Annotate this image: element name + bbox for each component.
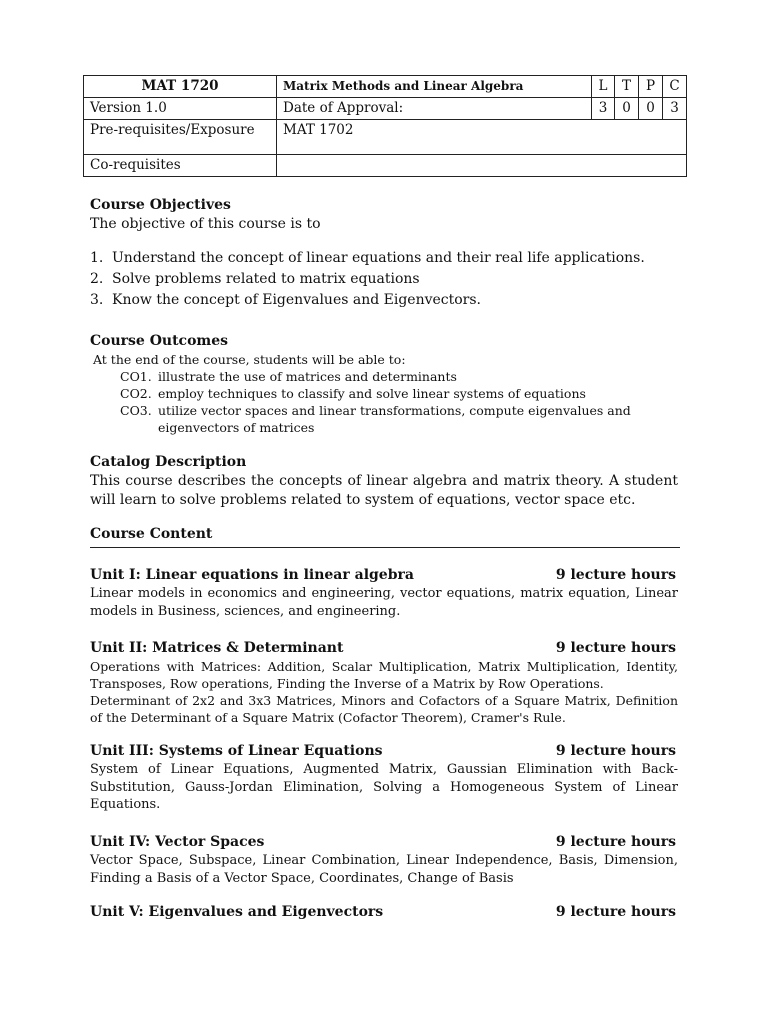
unit-body: Vector Space, Subspace, Linear Combination, Linear Independence, Basis, Dimension, Finding a Basis of a Vector Space, Coordinates, Change of Basis [90, 853, 678, 886]
unit-hours: 9 lecture hours [555, 904, 676, 920]
ltpc-label-c: C [663, 76, 687, 98]
outcomes-heading: Course Outcomes [90, 333, 229, 349]
outcome-num: CO2. [120, 386, 152, 401]
outcome-text: utilize vector spaces and linear transformations, compute eigenvalues and eigenvectors of matrices [158, 403, 631, 435]
objectives-intro: The objective of this course is to [90, 216, 321, 232]
unit-title: Unit IV: Vector Spaces [90, 834, 265, 850]
catalog-section [90, 453, 678, 510]
outcome-item [90, 368, 678, 385]
objective-text: Solve problems related to matrix equations [112, 271, 420, 287]
unit-body: Operations with Matrices: Addition, Scalar Multiplication, Matrix Multiplication, Identity, Transposes, Row operations, Finding the Inverse of a Matrix by Row Operations. [90, 659, 678, 691]
ltpc-value-c: 3 [663, 98, 687, 120]
objective-num: 2. [90, 271, 104, 287]
outcomes-intro: At the end of the course, students will be able to: [93, 352, 406, 367]
coreq-value [277, 155, 687, 177]
outcomes-section [90, 332, 678, 436]
outcome-num: CO1. [120, 369, 152, 384]
catalog-heading: Catalog Description [90, 454, 247, 470]
course-header-table [83, 75, 687, 177]
objective-num: 1. [90, 250, 104, 266]
unit-title: Unit V: Eigenvalues and Eigenvectors [90, 904, 384, 920]
objectives-list [90, 248, 678, 311]
unit-title: Unit II: Matrices & Determinant [90, 640, 344, 656]
outcome-item [90, 402, 678, 436]
course-code: MAT 1720 [84, 76, 277, 98]
outcome-num: CO3. [120, 403, 152, 418]
unit-block [90, 742, 678, 814]
prereq-value: MAT 1702 [277, 120, 687, 155]
objective-item [90, 248, 678, 269]
outcome-text: employ techniques to classify and solve linear systems of equations [158, 386, 586, 401]
unit-block [90, 903, 678, 922]
unit-block [90, 566, 678, 620]
unit-title: Unit I: Linear equations in linear algebra [90, 567, 414, 583]
objective-num: 3. [90, 292, 104, 308]
outcome-item [90, 385, 678, 402]
unit-hours: 9 lecture hours [555, 567, 676, 583]
outcome-text: illustrate the use of matrices and determinants [158, 369, 457, 384]
content-divider [90, 547, 680, 548]
objective-text: Understand the concept of linear equations and their real life applications. [112, 250, 645, 266]
ltpc-value-t: 0 [615, 98, 639, 120]
prereq-label: Pre-requisites/Exposure [84, 120, 277, 155]
unit-title: Unit III: Systems of Linear Equations [90, 743, 383, 759]
objectives-heading: Course Objectives [90, 197, 231, 213]
unit-header [90, 566, 678, 585]
unit-header [90, 903, 678, 922]
unit-block [90, 833, 678, 887]
unit-block [90, 639, 678, 726]
ltpc-label-p: P [639, 76, 663, 98]
course-title: Matrix Methods and Linear Algebra [277, 76, 592, 98]
unit-body-continued: Determinant of 2x2 and 3x3 Matrices, Minors and Cofactors of a Square Matrix, Definition of the Determinant of a Square Matrix (Cofactor Theorem), Cramer's Rule. [90, 693, 678, 725]
objectives-section [90, 196, 678, 311]
version-cell: Version 1.0 [84, 98, 277, 120]
unit-hours: 9 lecture hours [555, 743, 676, 759]
unit-header [90, 742, 678, 761]
catalog-text: This course describes the concepts of linear algebra and matrix theory. A student will learn to solve problems related to system of equations, vector space etc. [90, 473, 678, 508]
unit-header [90, 639, 678, 658]
ltpc-value-p: 0 [639, 98, 663, 120]
ltpc-value-l: 3 [592, 98, 615, 120]
ltpc-label-t: T [615, 76, 639, 98]
content-heading: Course Content [90, 526, 213, 542]
unit-hours: 9 lecture hours [555, 834, 676, 850]
ltpc-label-l: L [592, 76, 615, 98]
unit-header [90, 833, 678, 852]
unit-body: Linear models in economics and engineering, vector equations, matrix equation, Linear models in Business, sciences, and engineering. [90, 586, 678, 619]
approval-cell: Date of Approval: [277, 98, 592, 120]
unit-hours: 9 lecture hours [555, 640, 676, 656]
objective-item [90, 290, 678, 311]
objective-text: Know the concept of Eigenvalues and Eigenvectors. [112, 292, 482, 308]
coreq-label: Co-requisites [84, 155, 277, 177]
content-heading-wrap [90, 525, 678, 544]
unit-body: System of Linear Equations, Augmented Matrix, Gaussian Elimination with Back-Substitution, Gauss-Jordan Elimination, Solving a Homogeneous System of Linear Equations. [90, 762, 678, 812]
objective-item [90, 269, 678, 290]
